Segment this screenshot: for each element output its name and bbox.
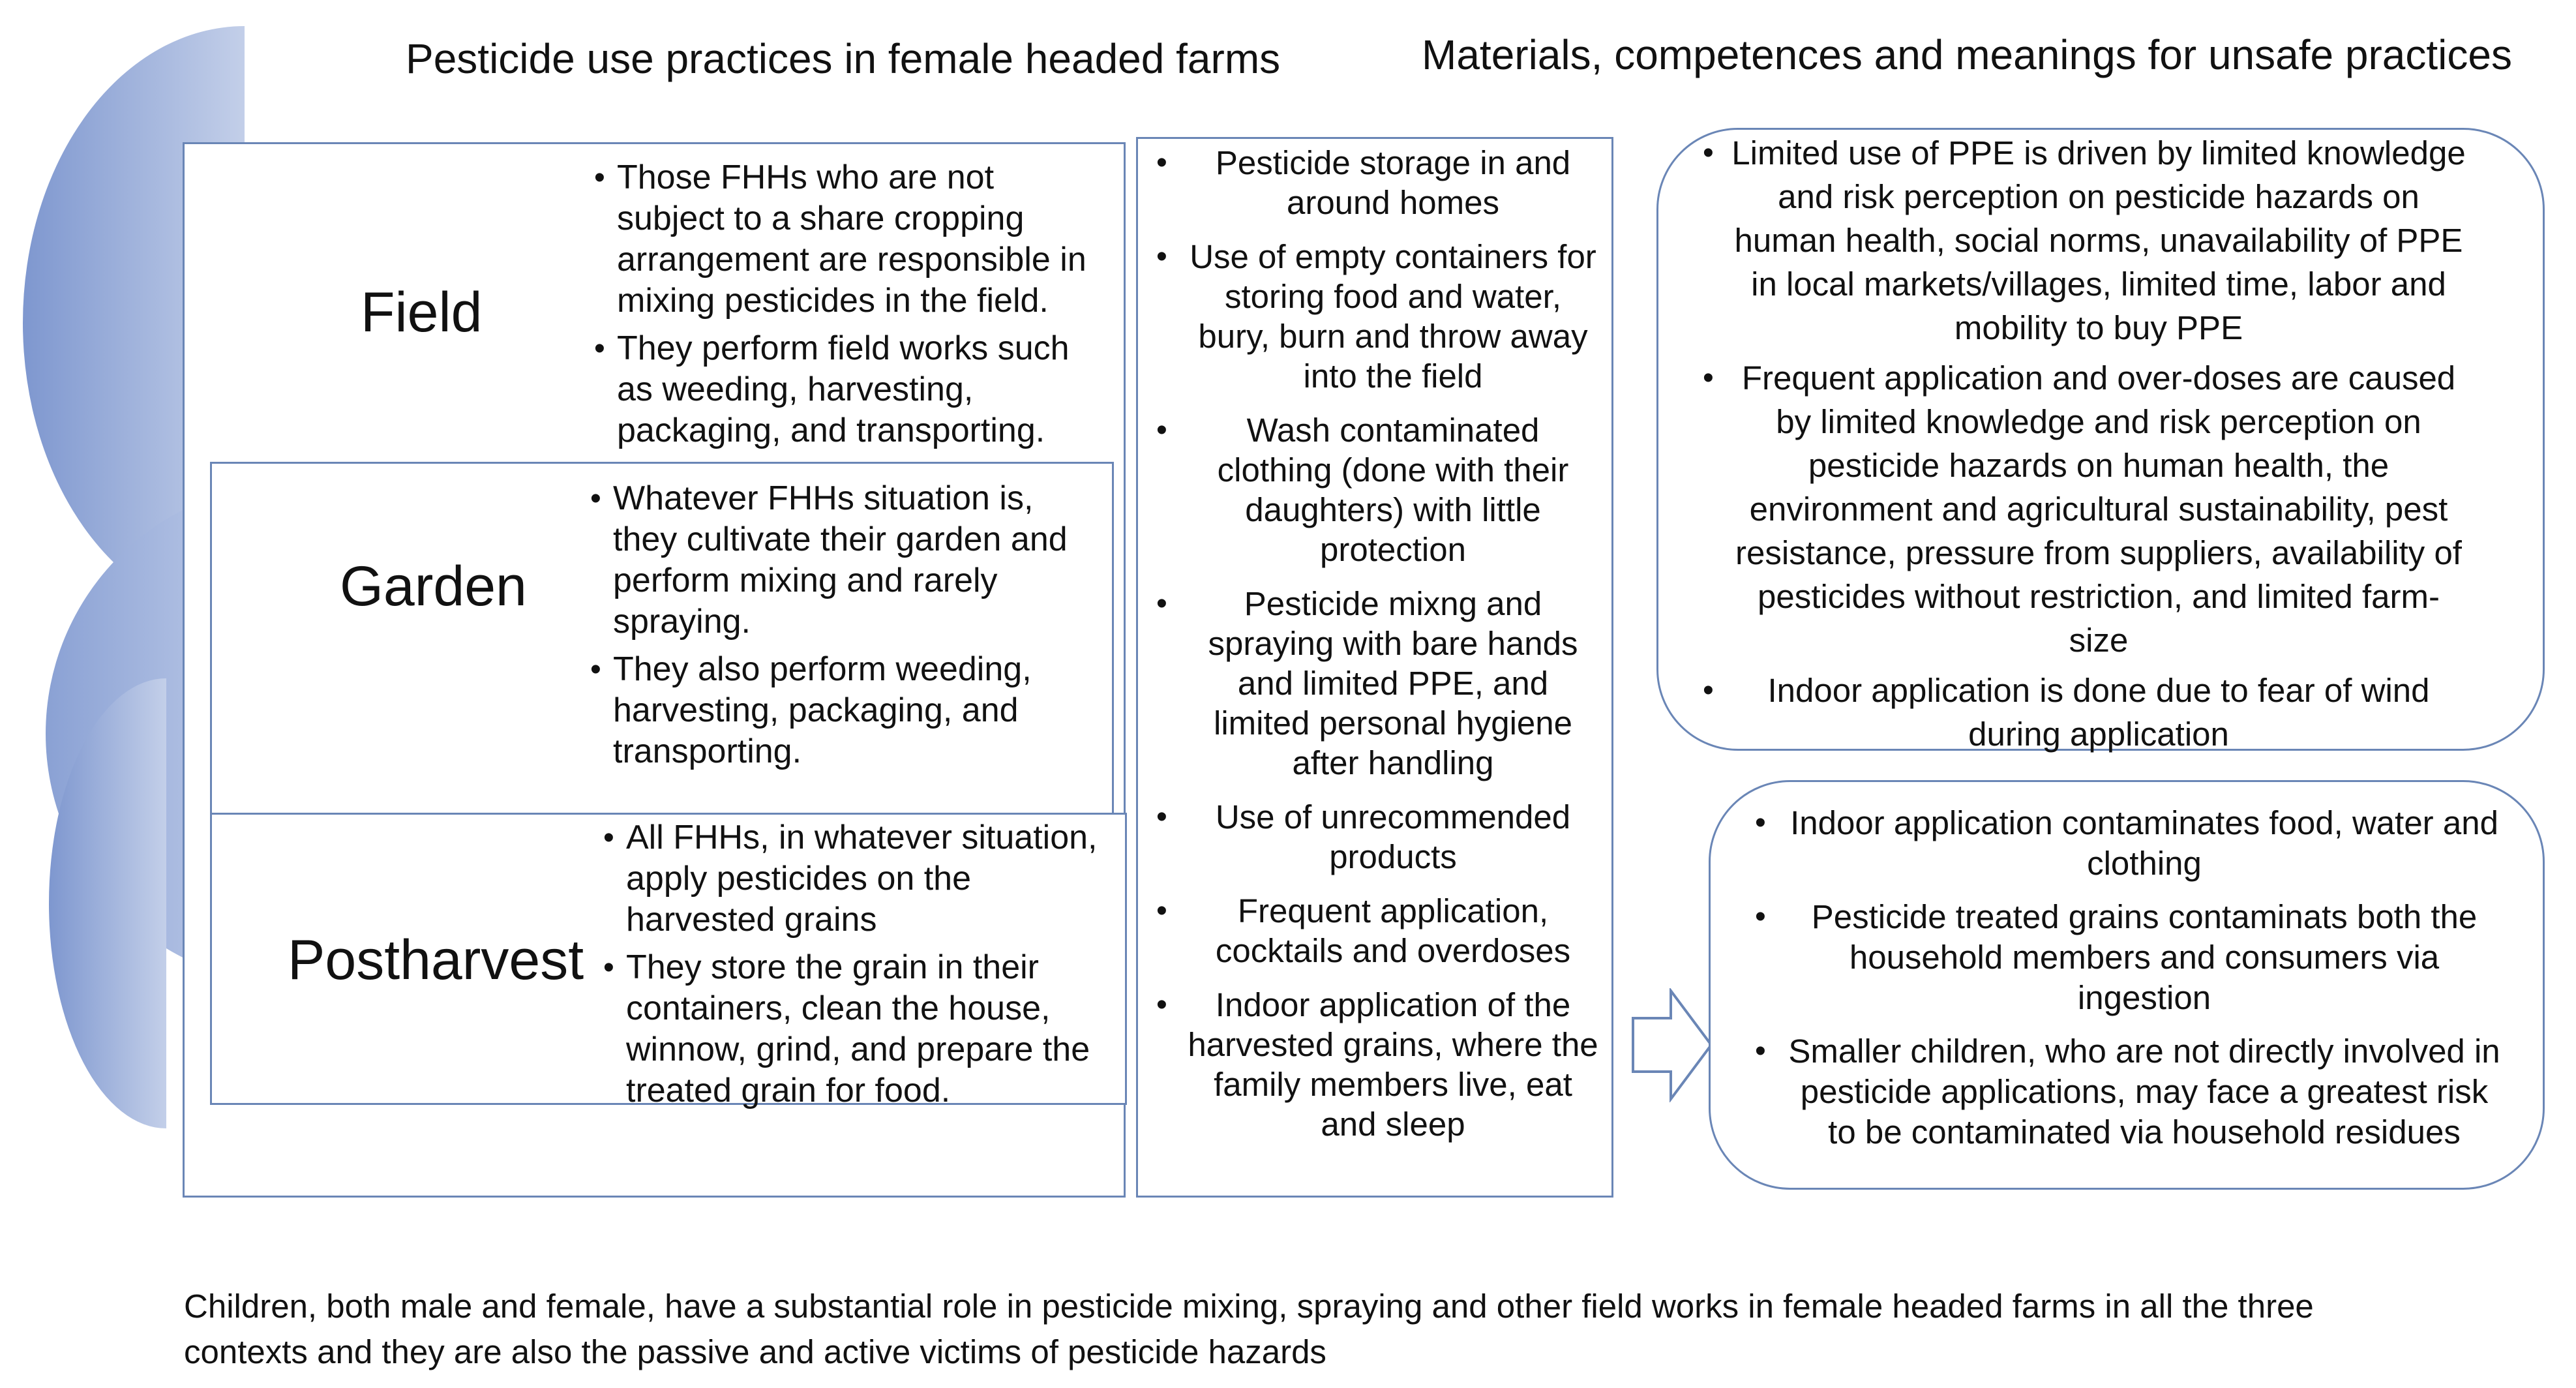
field-bullet: • They perform field works such as weeding, harvesting, packaging, and transporting.	[594, 328, 1109, 451]
consequences-box	[1709, 780, 2545, 1190]
practices-title: Pesticide use practices in female headed farms	[406, 35, 1281, 82]
consequences-list	[1737, 803, 2506, 1153]
consequence-item: • Indoor application contaminates food, water and clothing	[1737, 803, 2506, 884]
field-bullets	[594, 157, 1109, 451]
postharvest-box	[210, 813, 1127, 1109]
causes-title: Materials, competences and meanings for unsafe practices	[1422, 31, 2512, 78]
garden-bullet: • They also perform weeding, harvesting, packaging, and transporting.	[590, 649, 1105, 772]
field-label: Field	[361, 281, 483, 344]
causes-list	[1685, 131, 2467, 756]
field-bullet: • Those FHHs who are not subject to a share cropping arrangement are responsible in mixing pesticides in the field.	[594, 157, 1109, 322]
consequence-item: • Pesticide treated grains contaminats both the household members and consumers via ingestion	[1737, 897, 2506, 1018]
cause-item: • Limited use of PPE is driven by limited knowledge and risk perception on pesticide hazards on human health, social norms, unavailability of PPE in local markets/villages, limited time, labor and mobility to buy PPE	[1685, 131, 2467, 350]
postharvest-bullet: • They store the grain in their containers, clean the house, winnow, grind, and prepare the treated grain for food.	[603, 947, 1118, 1111]
practice-item: • Use of unrecommended products	[1142, 797, 1605, 877]
practices-list	[1142, 143, 1605, 1144]
postharvest-bullets	[603, 817, 1118, 1111]
garden-label: Garden	[340, 555, 527, 618]
footer-note: Children, both male and female, have a substantial role in pesticide mixing, spraying and other field works in female headed farms in all the three contexts and they are also the passive and active victims of pesticide hazards	[184, 1288, 2314, 1370]
practice-item: • Pesticide storage in and around homes	[1142, 143, 1605, 222]
garden-bullets	[590, 478, 1105, 772]
practice-item: • Indoor application of the harvested grains, where the family members live, eat and sleep	[1142, 985, 1605, 1144]
postharvest-label: Postharvest	[288, 929, 584, 991]
causes-box	[1656, 128, 2545, 751]
consequence-item: • Smaller children, who are not directly involved in pesticide applications, may face a greatest risk to be contaminated via household residues	[1737, 1031, 2506, 1153]
practice-item: • Wash contaminated clothing (done with their daughters) with little protection	[1142, 410, 1605, 569]
practice-item: • Use of empty containers for storing food and water, bury, burn and throw away into the field	[1142, 237, 1605, 396]
garden-bullet: • Whatever FHHs situation is, they cultivate their garden and perform mixing and rarely spraying.	[590, 478, 1105, 642]
cause-item: • Indoor application is done due to fear of wind during application	[1685, 669, 2467, 756]
right-arrow-icon	[1630, 988, 1715, 1102]
postharvest-bullet: • All FHHs, in whatever situation, apply pesticides on the harvested grains	[603, 817, 1118, 941]
garden-box	[210, 462, 1114, 821]
practice-item: • Frequent application, cocktails and overdoses	[1142, 891, 1605, 971]
cause-item: • Frequent application and over-doses are caused by limited knowledge and risk perception on pesticide hazards on human health, the environment and agricultural sustainability, pest resistance, pressure from suppliers, availability of pesticides without restriction, and limited farm-size	[1685, 356, 2467, 662]
practice-item: • Pesticide mixng and spraying with bare hands and limited PPE, and limited personal hygiene after handling	[1142, 584, 1605, 783]
practices-box	[1136, 137, 1613, 1198]
